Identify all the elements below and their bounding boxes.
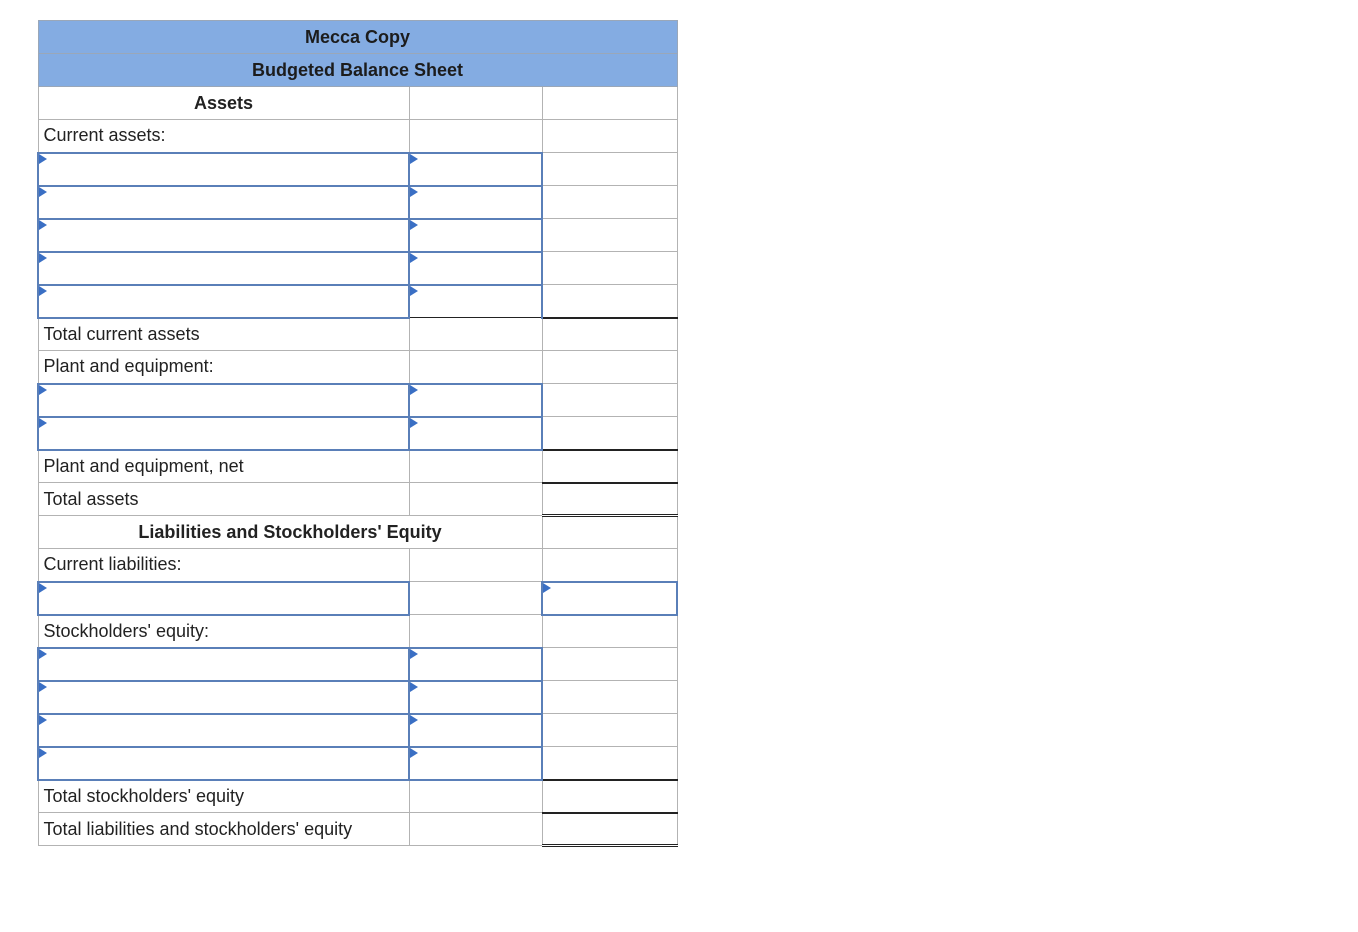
total-current-assets-label: Total current assets	[38, 318, 409, 351]
current-liabilities-label: Current liabilities:	[38, 549, 409, 582]
current-asset-account-input-3[interactable]	[39, 220, 408, 251]
budgeted-balance-sheet	[37, 20, 678, 847]
empty-cell	[542, 747, 677, 780]
plant-equipment-label: Plant and equipment:	[38, 351, 409, 384]
empty-cell	[542, 681, 677, 714]
current-assets-label: Current assets:	[38, 120, 409, 153]
current-asset-account-select-5[interactable]	[38, 285, 409, 318]
equity-account-select-2[interactable]	[38, 681, 409, 714]
current-asset-amount-field-1[interactable]	[410, 154, 541, 185]
table-row	[38, 582, 677, 615]
empty-cell	[542, 417, 677, 450]
statement-title: Budgeted Balance Sheet	[38, 54, 677, 87]
empty-cell	[409, 351, 542, 384]
total-assets-label: Total assets	[38, 483, 409, 516]
table-row	[38, 417, 677, 450]
plant-equipment-amount-input-1[interactable]	[409, 384, 542, 417]
table-row	[38, 747, 677, 780]
current-asset-account-select-2[interactable]	[38, 186, 409, 219]
equity-account-select-1[interactable]	[38, 648, 409, 681]
equity-account-input-2[interactable]	[39, 682, 408, 713]
current-asset-account-input-4[interactable]	[39, 253, 408, 284]
table-row	[38, 549, 677, 582]
company-name: Mecca Copy	[38, 21, 677, 54]
table-row	[38, 120, 677, 153]
table-row	[38, 153, 677, 186]
liabilities-equity-heading: Liabilities and Stockholders' Equity	[38, 516, 542, 549]
total-liabilities-equity-label: Total liabilities and stockholders' equity	[38, 813, 409, 846]
current-asset-amount-input-5[interactable]	[409, 285, 542, 318]
current-asset-amount-input-2[interactable]	[409, 186, 542, 219]
table-row	[38, 450, 677, 483]
equity-account-input-4[interactable]	[39, 748, 408, 779]
current-liability-account-input-1[interactable]	[39, 583, 408, 614]
plant-equipment-account-input-1[interactable]	[39, 385, 408, 416]
empty-cell	[409, 318, 542, 351]
current-liability-amount-input-1[interactable]	[542, 582, 677, 615]
empty-cell	[409, 483, 542, 516]
current-asset-amount-input-3[interactable]	[409, 219, 542, 252]
current-asset-amount-field-3[interactable]	[410, 220, 541, 251]
total-current-assets-cell	[542, 318, 677, 351]
total-stockholders-equity-cell	[542, 780, 677, 813]
current-asset-account-input-5[interactable]	[39, 286, 408, 317]
table-row	[38, 219, 677, 252]
plant-equipment-net-label: Plant and equipment, net	[38, 450, 409, 483]
equity-amount-input-4[interactable]	[409, 747, 542, 780]
stockholders-equity-label: Stockholders' equity:	[38, 615, 409, 648]
equity-account-input-1[interactable]	[39, 649, 408, 680]
empty-cell	[409, 87, 542, 120]
empty-cell	[542, 384, 677, 417]
empty-cell	[542, 648, 677, 681]
plant-equipment-account-select-2[interactable]	[38, 417, 409, 450]
current-asset-account-select-1[interactable]	[38, 153, 409, 186]
table-row	[38, 351, 677, 384]
current-asset-account-select-4[interactable]	[38, 252, 409, 285]
assets-heading: Assets	[38, 87, 409, 120]
equity-amount-field-2[interactable]	[410, 682, 541, 713]
empty-cell	[409, 780, 542, 813]
header-row-statement	[38, 54, 677, 87]
current-liability-amount-field-1[interactable]	[543, 583, 676, 614]
plant-equipment-net-cell	[542, 450, 677, 483]
empty-cell	[542, 714, 677, 747]
current-asset-amount-input-1[interactable]	[409, 153, 542, 186]
total-assets-cell	[542, 483, 677, 516]
empty-cell	[409, 615, 542, 648]
empty-cell	[542, 351, 677, 384]
equity-amount-field-1[interactable]	[410, 649, 541, 680]
plant-equipment-account-select-1[interactable]	[38, 384, 409, 417]
equity-account-select-4[interactable]	[38, 747, 409, 780]
table-row	[38, 516, 677, 549]
current-asset-account-select-3[interactable]	[38, 219, 409, 252]
empty-cell	[542, 186, 677, 219]
equity-account-input-3[interactable]	[39, 715, 408, 746]
empty-cell	[409, 120, 542, 153]
empty-cell	[409, 582, 542, 615]
equity-account-select-3[interactable]	[38, 714, 409, 747]
total-liabilities-equity-cell	[542, 813, 677, 846]
plant-equipment-amount-field-1[interactable]	[410, 385, 541, 416]
empty-cell	[542, 153, 677, 186]
equity-amount-field-3[interactable]	[410, 715, 541, 746]
current-asset-amount-field-4[interactable]	[410, 253, 541, 284]
plant-equipment-account-input-2[interactable]	[39, 418, 408, 449]
equity-amount-field-4[interactable]	[410, 748, 541, 779]
table-row	[38, 714, 677, 747]
table-row	[38, 318, 677, 351]
plant-equipment-amount-input-2[interactable]	[409, 417, 542, 450]
table-row	[38, 384, 677, 417]
current-liability-account-select-1[interactable]	[38, 582, 409, 615]
equity-amount-input-2[interactable]	[409, 681, 542, 714]
empty-cell	[542, 252, 677, 285]
table-row	[38, 780, 677, 813]
current-asset-amount-field-5[interactable]	[410, 286, 541, 318]
empty-cell	[542, 120, 677, 153]
table-row	[38, 615, 677, 648]
empty-cell	[542, 615, 677, 648]
table-row	[38, 285, 677, 318]
equity-amount-input-1[interactable]	[409, 648, 542, 681]
empty-cell	[542, 87, 677, 120]
empty-cell	[542, 549, 677, 582]
table-row	[38, 813, 677, 846]
equity-amount-input-3[interactable]	[409, 714, 542, 747]
table-row	[38, 87, 677, 120]
current-asset-account-input-1[interactable]	[39, 154, 408, 185]
header-row-company	[38, 21, 677, 54]
empty-cell	[409, 549, 542, 582]
empty-cell	[542, 219, 677, 252]
empty-cell	[409, 450, 542, 483]
empty-cell	[542, 285, 677, 318]
current-asset-amount-field-2[interactable]	[410, 187, 541, 218]
total-stockholders-equity-label: Total stockholders' equity	[38, 780, 409, 813]
table-row	[38, 483, 677, 516]
table-row	[38, 648, 677, 681]
empty-cell	[409, 813, 542, 846]
table-row	[38, 186, 677, 219]
current-asset-amount-input-4[interactable]	[409, 252, 542, 285]
plant-equipment-amount-field-2[interactable]	[410, 418, 541, 449]
empty-cell	[542, 516, 677, 549]
current-asset-account-input-2[interactable]	[39, 187, 408, 218]
table-row	[38, 252, 677, 285]
table-row	[38, 681, 677, 714]
